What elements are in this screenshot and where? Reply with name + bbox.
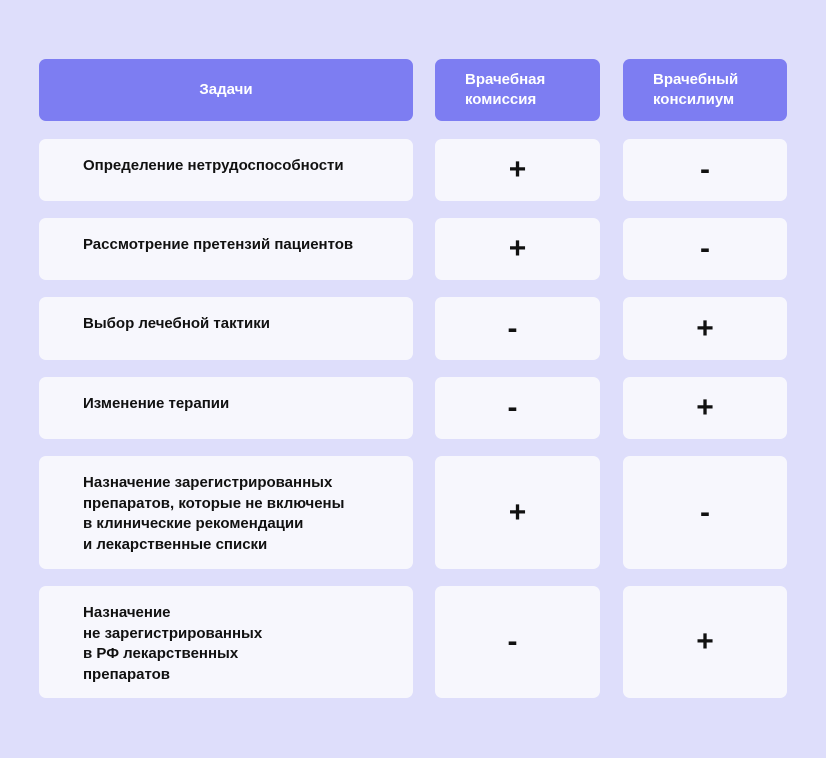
header-commission — [435, 59, 600, 121]
commission-mark: + — [508, 495, 527, 529]
commission-mark: - — [507, 625, 518, 658]
commission-mark: + — [508, 232, 527, 265]
commission-mark: - — [507, 391, 518, 424]
council-cell — [623, 139, 787, 201]
header-tasks-label: Задачи — [199, 81, 253, 98]
council-mark: + — [696, 625, 714, 658]
council-cell — [623, 218, 787, 280]
council-cell — [623, 377, 787, 439]
commission-mark: - — [507, 311, 518, 345]
commission-cell — [435, 297, 600, 360]
commission-cell — [435, 586, 600, 698]
task-cell: Изменение терапии — [39, 377, 413, 439]
council-cell — [623, 586, 787, 698]
task-cell: Назначение зарегистрированных препаратов, которые не включены в клинические рекомендации и лекарственные списки — [39, 456, 413, 569]
council-mark: - — [700, 153, 710, 186]
task-cell: Выбор лечебной тактики — [39, 297, 413, 360]
council-cell — [623, 297, 787, 360]
council-mark: + — [696, 391, 714, 424]
council-mark: + — [696, 311, 714, 345]
task-cell: Определение нетрудоспособности — [39, 139, 413, 201]
commission-cell — [435, 218, 600, 280]
header-commission-label: Врачебная комиссия — [465, 71, 546, 108]
header-council-label: Врачебный консилиум — [653, 71, 739, 108]
header-council — [623, 59, 787, 121]
commission-cell — [435, 139, 600, 201]
council-cell — [623, 456, 787, 569]
header-tasks — [39, 59, 413, 121]
commission-mark: + — [508, 153, 527, 186]
task-cell: Назначение не зарегистрированных в РФ лекарственных препаратов — [39, 586, 413, 698]
council-mark: - — [700, 232, 710, 265]
commission-cell — [435, 456, 600, 569]
council-mark: - — [700, 495, 710, 529]
task-cell: Рассмотрение претензий пациентов — [39, 218, 413, 280]
commission-cell — [435, 377, 600, 439]
